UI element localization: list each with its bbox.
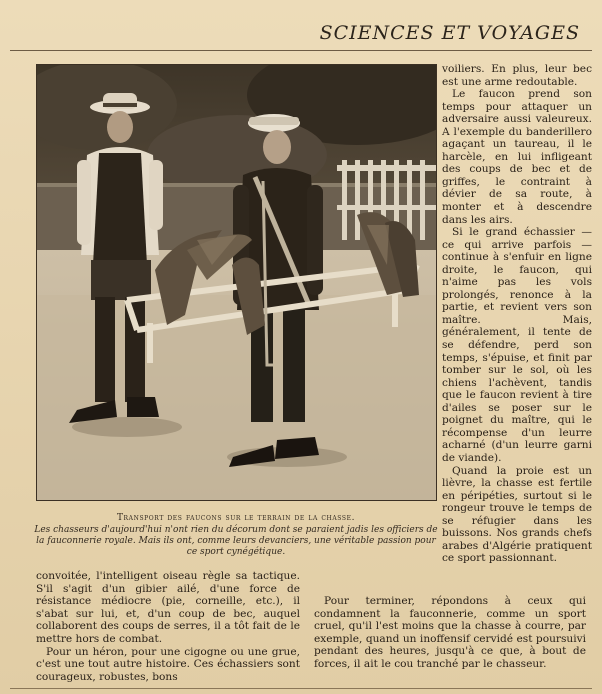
caption-title: Transport des faucons sur le terrain de la chasse. <box>116 513 356 523</box>
paragraph: Le faucon prend son temps pour attaquer un adversaire aussi valeureux. A l'exemple du banderillero agaçant un taureau, il le harcèle, en lui infligeant des coups de bec et de griffes, le contraint à dévier de sa route, à monter et à descendre dans les airs. <box>442 88 592 226</box>
magazine-title: SCIENCES ET VOYAGES <box>319 22 580 44</box>
bottom-right-column <box>314 570 586 671</box>
bottom-left-column <box>36 570 300 683</box>
caption-text: Les chasseurs d'aujourd'hui n'ont rien du décorum dont se paraient jadis les officiers de la fauconnerie royale. Mais ils ont, comme leurs devanciers, une véritable passion pour ce sport cynégétique. <box>34 525 438 557</box>
photo-caption <box>34 513 438 558</box>
paragraph: convoitée, l'intelligent oiseau règle sa tactique. S'il s'agit d'un gibier ailé, d'une force de résistance médiocre (pie, corneille, etc.), il s'abat sur lui, et, d'un coup de bec, auquel collaborent des coups de serres, il a tôt fait de le mettre hors de combat. <box>36 570 300 645</box>
paragraph: Quand la proie est un lièvre, la chasse est fertile en péripéties, surtout si le rongeur trouve le temps de se réfugier dans les buissons. Nos grands chefs arabes d'Algérie pratiquent ce sport passionnant. <box>442 464 592 565</box>
falconers-illustration <box>37 65 436 500</box>
paragraph: Pour un héron, pour une cigogne ou une grue, c'est une tout autre histoire. Ces échassiers sont courageux, robustes, bons <box>36 645 300 683</box>
right-column <box>442 63 592 565</box>
header-rule <box>10 50 592 51</box>
falconers-photo <box>36 64 437 501</box>
paragraph: Pour terminer, répondons à ceux qui condamnent la fauconnerie, comme un sport cruel, qu'il l'est moins que la chasse à courre, par exemple, quand un inoffensif cervidé est poursuivi pendant des heures, jusqu'à ce que, à bout de forces, il ait le cou tranché par le chasseur. <box>314 595 586 670</box>
paragraph: voiliers. En plus, leur bec est une arme redoutable. <box>442 63 592 88</box>
paragraph: Si le grand échassier — ce qui arrive parfois — continue à s'enfuir en ligne droite, le faucon, qui n'aime pas les vols prolongés, renonce à la partie, et revient vers son maître. Mais, généralement, il tente de se défendre, perd son temps, s'épuise, et finit par tomber sur le sol, où les chiens l'achèvent, tandis que le faucon revient à tire d'ailes se poser sur le poignet du maître, qui le récompense d'un leurre acharné (d'un leurre garni de viande). <box>442 226 592 464</box>
footer-rule <box>10 688 592 689</box>
